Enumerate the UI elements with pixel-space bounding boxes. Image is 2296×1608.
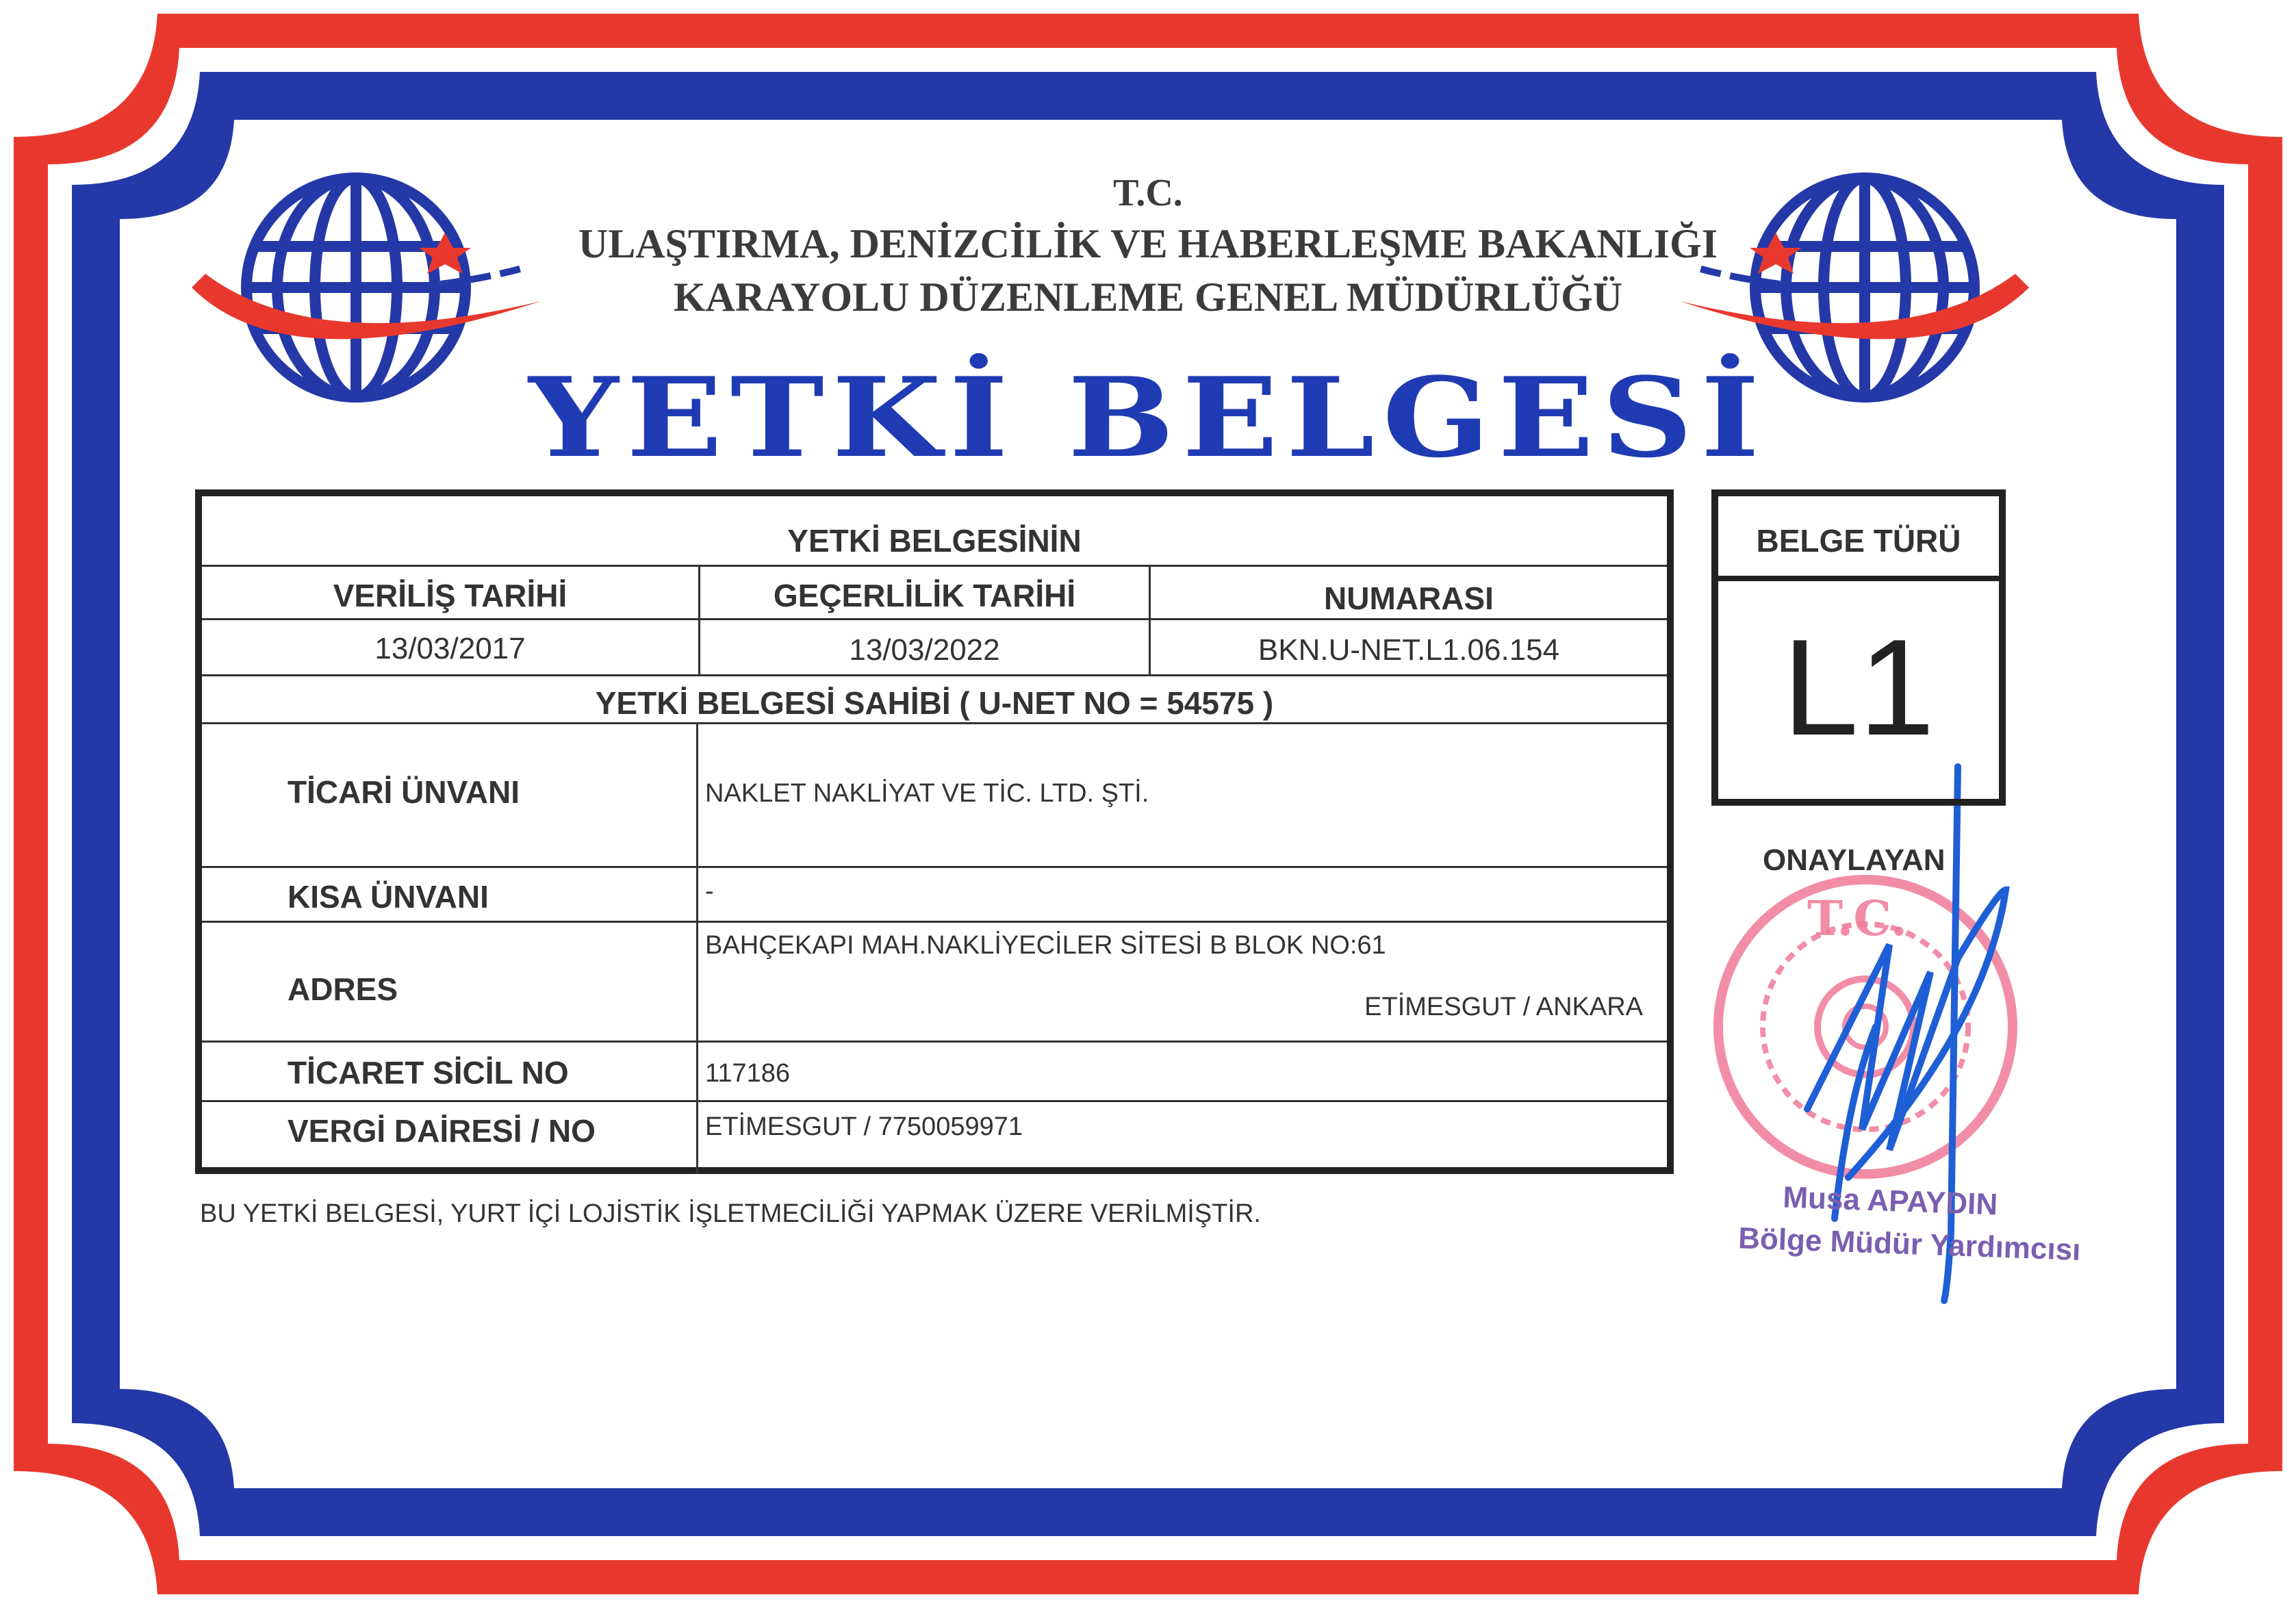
field-label-tax-office: VERGİ DAİRESİ / NO: [288, 1113, 596, 1149]
field-label-trade-name: TİCARİ ÜNVANI: [288, 774, 520, 810]
certificate-type-code: L1: [1782, 611, 1935, 764]
header-tc: T.C.: [1113, 172, 1183, 214]
certificate-table: [195, 489, 1674, 1174]
row-divider: [202, 1100, 1667, 1102]
field-value-tax-office: ETİMESGUT / 7750059971: [705, 1112, 1023, 1141]
certificate-type-box: [1711, 489, 2006, 806]
certificate-number-value: BKN.U-NET.L1.06.154: [1258, 633, 1560, 667]
seal-text: T.C.: [1807, 890, 1908, 947]
column-header-issue-date: VERİLİŞ TARİHİ: [333, 578, 567, 613]
field-label-short-name: KISA ÜNVANI: [288, 879, 489, 915]
header-directorate: KARAYOLU DÜZENLEME GENEL MÜDÜRLÜĞÜ: [673, 275, 1623, 320]
row-divider: [202, 565, 1667, 567]
row-divider: [202, 674, 1667, 676]
field-value-address-line1: BAHÇEKAPI MAH.NAKLİYECİLER SİTESİ B BLOK NO:61: [705, 931, 1386, 960]
field-value-address-line2: ETİMESGUT / ANKARA: [1364, 993, 1643, 1021]
validity-date-value: 13/03/2022: [849, 633, 1000, 667]
certificate-type-label: BELGE TÜRÜ: [1756, 523, 1961, 559]
signer-name: Musa APAYDIN: [1782, 1180, 1998, 1222]
column-header-number: NUMARASI: [1324, 580, 1494, 616]
issue-date-value: 13/03/2017: [374, 632, 526, 665]
row-divider: [202, 1041, 1667, 1043]
row-divider: [202, 722, 1667, 724]
section-title: YETKİ BELGESİNİN: [787, 523, 1082, 559]
field-value-trade-registry: 117186: [705, 1059, 790, 1088]
approval-label: ONAYLAYAN: [1763, 843, 1946, 877]
owner-title: YETKİ BELGESİ SAHİBİ ( U-NET NO = 54575 ): [595, 685, 1274, 721]
label-value-divider: [696, 722, 698, 1174]
column-divider: [698, 565, 700, 674]
row-divider: [202, 618, 1667, 620]
row-divider: [202, 921, 1667, 923]
signer-block: [1737, 1179, 2082, 1274]
column-divider: [1149, 565, 1151, 674]
field-label-trade-registry: TİCARET SİCİL NO: [288, 1055, 569, 1090]
footer-note: BU YETKİ BELGESİ, YURT İÇİ LOJİSTİK İŞLETMECİLİĞİ YAPMAK ÜZERE VERİLMİŞTİR.: [200, 1199, 1261, 1228]
signer-title: Bölge Müdür Yardımcısı: [1737, 1221, 2082, 1267]
row-divider: [202, 866, 1667, 868]
document-title: YETKİ BELGESİ: [528, 353, 1768, 482]
field-label-address: ADRES: [288, 971, 398, 1007]
certificate-type-divider: [1718, 576, 1999, 581]
column-header-validity-date: GEÇERLİLİK TARİHİ: [773, 578, 1076, 613]
field-value-short-name: -: [705, 877, 714, 906]
header-ministry: ULAŞTIRMA, DENİZCİLİK VE HABERLEŞME BAKANLIĞI: [578, 221, 1718, 266]
field-value-trade-name: NAKLET NAKLİYAT VE TİC. LTD. ŞTİ.: [705, 779, 1149, 808]
